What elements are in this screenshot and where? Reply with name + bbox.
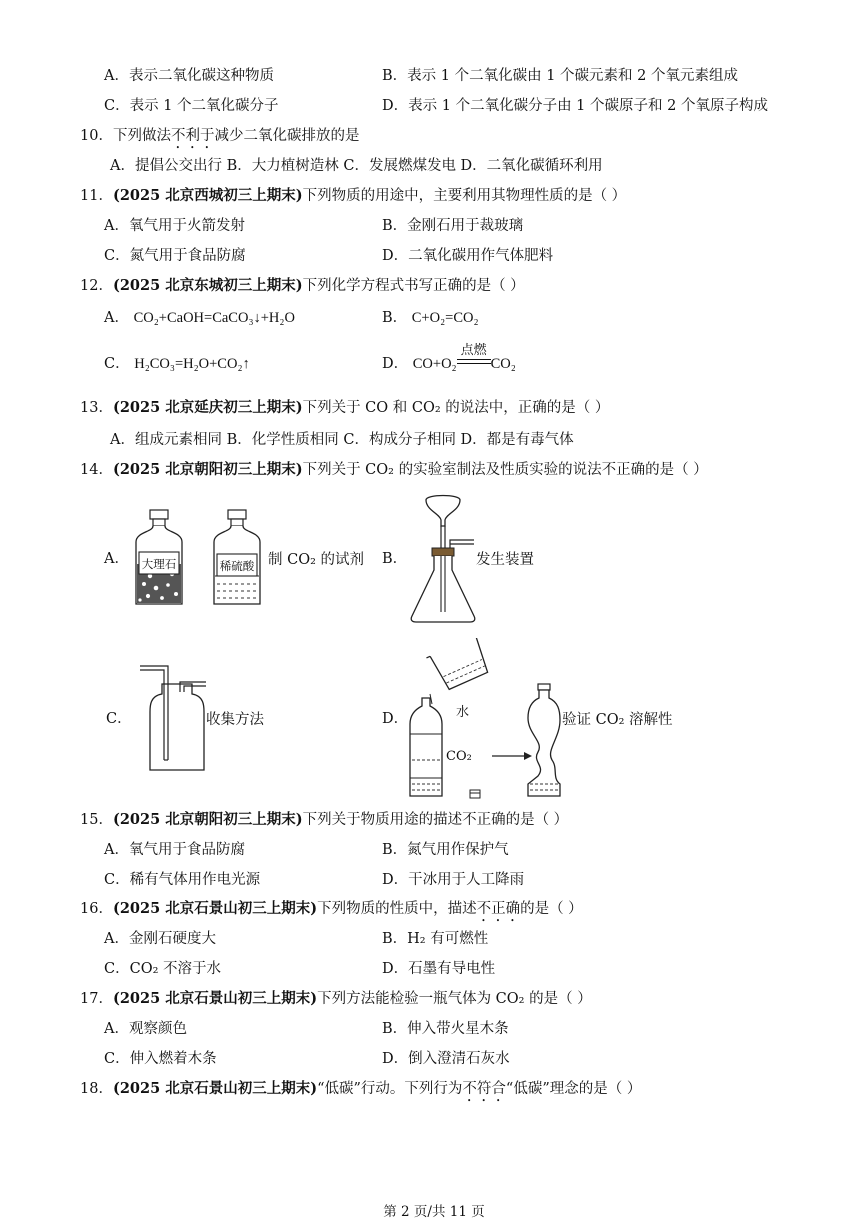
q14-d-solubility-experiment [400,638,570,806]
q13-source: (2025 北京延庆初三上期末) [112,399,303,416]
q16-stem-emphasis: 不正确 [476,901,521,917]
q11-stem [80,186,626,206]
q10-stem-post: 减少二氧化碳排放的是 [214,128,360,144]
q16-option-b: B．H₂ 有可燃性 [382,931,489,947]
q14-d-label: D． [382,711,409,727]
q12-option-a [104,308,295,328]
q12-a-label: A． [104,310,129,326]
q14-b-label: B． [382,551,408,567]
q14-b-apparatus [404,494,484,624]
q14-number: 14． [80,462,113,478]
q12-source: (2025 北京东城初三上期末) [112,277,303,294]
q14-d-gas-label: CO₂ [446,749,472,764]
q10-number: 10． [80,128,113,144]
q11-option-b: B．金刚石用于裁玻璃 [382,218,524,234]
q13-number: 13． [80,400,113,416]
q18-stem-post: “低碳”理念的是（ ） [505,1081,642,1097]
q12-b-label: B． [382,310,408,326]
q15-stem [80,810,568,830]
q17-stem [80,989,592,1009]
q12-a-equation: CO₂+CaOH=CaCO₃↓+H₂O [133,310,295,326]
q18-stem [80,1079,641,1105]
q17-question: 下列方法能检验一瓶气体为 CO₂ 的是（ ） [317,991,592,1007]
q15-option-c: C．稀有气体用作电光源 [104,872,261,888]
q15-option-b: B．氮气用作保护气 [382,842,509,858]
q11-question: 下列物质的用途中，主要利用其物理性质的是（ ） [302,188,627,204]
q15-number: 15． [80,812,113,828]
q12-stem [80,276,525,296]
q12-number: 12． [80,278,113,294]
q10-stem-emphasis: 不利于 [170,128,215,144]
q9-option-d: D．表示 1 个二氧化碳分子由 1 个碳原子和 2 个氧原子构成 [382,98,768,114]
q18-source: (2025 北京石景山初三上期末) [112,1080,318,1097]
q14-d-caption: 验证 CO₂ 溶解性 [562,712,673,728]
q14-a-bottle1-label: 大理石 [141,557,177,571]
q14-a-label: A． [104,551,129,567]
q14-c-label: C． [106,711,132,727]
q13-options: A．组成元素相同 B．化学性质相同 C．构成分子相同 D．都是有毒气体 [110,432,574,448]
q12-option-b [382,308,479,328]
q16-stem-post: 的是（ ） [520,901,583,917]
q14-b-caption: 发生装置 [476,552,534,568]
q14-a-caption: 制 CO₂ 的试剂 [268,552,365,568]
q13-stem [80,398,609,418]
q14-d-water-label: 水 [456,705,470,720]
q15-option-a: A．氧气用于食品防腐 [104,842,245,858]
q18-stem-pre: “低碳”行动。下列行为 [317,1081,463,1097]
q12-d-condition [457,343,491,368]
q13-question: 下列关于 CO 和 CO₂ 的说法中，正确的是（ ） [302,400,610,416]
q17-option-b: B．伸入带火星木条 [382,1021,509,1037]
q11-option-a: A．氧气用于火箭发射 [104,218,245,234]
q15-option-d: D．干冰用于人工降雨 [382,872,525,888]
q17-number: 17． [80,991,113,1007]
q14-c-caption: 收集方法 [206,712,264,728]
q10-options: A．提倡公交出行 B．大力植树造林 C．发展燃煤发电 D．二氧化碳循环利用 [110,158,603,174]
q15-question: 下列关于物质用途的描述不正确的是（ ） [302,812,569,828]
q12-b-equation: C+O₂=CO₂ [411,310,479,326]
q17-option-a: A．观察颜色 [104,1021,187,1037]
q10-stem-pre: 下列做法 [112,128,171,144]
q18-number: 18． [80,1081,113,1097]
q12-d-condition-text: 点燃 [460,343,487,358]
q14-c-collection-bottle [140,662,214,774]
q14-stem [80,460,708,480]
q10-stem [80,126,359,152]
q17-source: (2025 北京石景山初三上期末) [112,990,318,1007]
q12-c-equation: H₂CO₃=H₂O+CO₂↑ [134,356,250,372]
q16-stem-pre: 下列物质的性质中，描述 [317,901,477,917]
q14-source: (2025 北京朝阳初三上期末) [112,461,303,478]
q11-option-c: C．氮气用于食品防腐 [104,248,246,264]
q16-stem [80,899,583,925]
q11-option-d: D．二氧化碳用作气体肥料 [382,248,554,264]
q16-option-a: A．金刚石硬度大 [104,931,216,947]
q16-option-d: D．石墨有导电性 [382,961,496,977]
q9-option-b: B．表示 1 个二氧化碳由 1 个碳元素和 2 个氧元素组成 [382,68,738,84]
q17-option-d: D．倒入澄清石灰水 [382,1051,510,1067]
q16-number: 16． [80,901,113,917]
q18-stem-emphasis: 不符合 [462,1081,506,1097]
q11-number: 11． [80,188,113,204]
q11-source: (2025 北京西城初三上期末) [112,187,303,204]
q15-source: (2025 北京朝阳初三上期末) [112,811,303,828]
q14-a-reagent-bottles [128,506,278,610]
q16-source: (2025 北京石景山初三上期末) [112,900,318,917]
q17-option-c: C．伸入燃着木条 [104,1051,217,1067]
q14-question: 下列关于 CO₂ 的实验室制法及性质实验的说法不正确的是（ ） [302,462,708,478]
q12-d-left: CO+O₂ [412,356,457,372]
q14-a-bottle2-label: 稀硫酸 [219,559,255,573]
q12-c-label: C． [104,356,130,372]
q9-option-c: C．表示 1 个二氧化碳分子 [104,98,279,114]
q12-d-label: D． [382,356,409,372]
q16-option-c: C．CO₂ 不溶于水 [104,961,221,977]
q12-option-d [382,343,516,374]
page-footer: 第 2 页/共 11 页 [383,1204,485,1220]
q12-question: 下列化学方程式书写正确的是（ ） [302,278,525,294]
q12-option-c [104,354,250,374]
q12-d-right: CO₂ [490,356,516,372]
q9-option-a: A．表示二氧化碳这种物质 [104,68,274,84]
